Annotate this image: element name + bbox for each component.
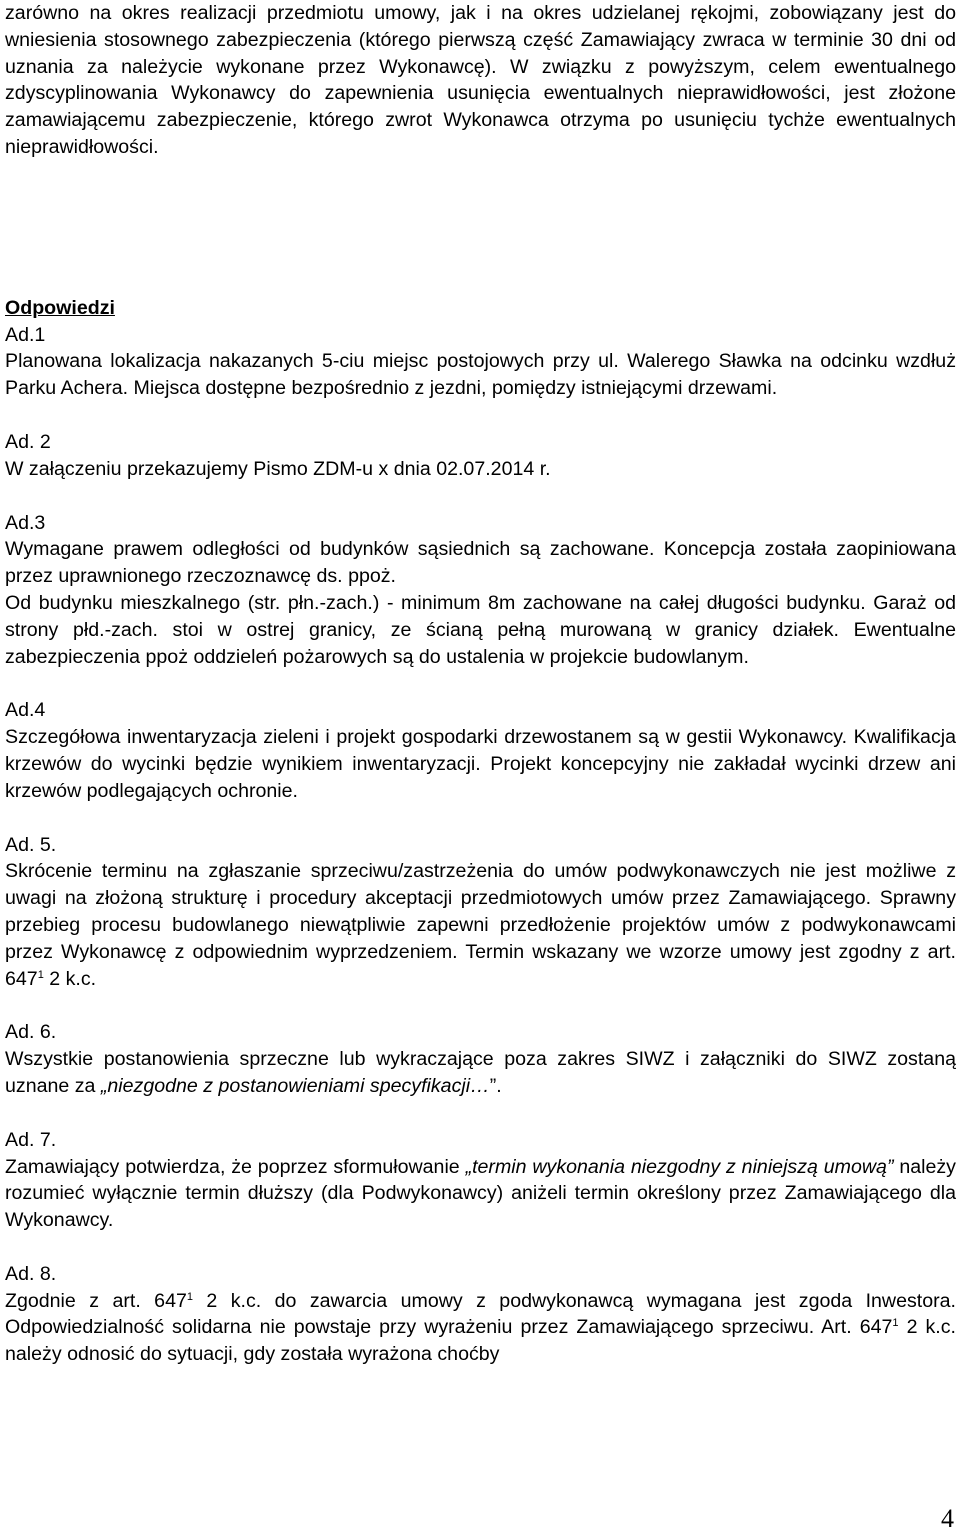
ad8-label: Ad. 8.: [5, 1262, 57, 1285]
ad8-text-2: 2 k.c. do zawarcia umowy z podwykonawcą wymagana jest zgoda Inwestora. Odpowiedzialność solidarna nie powstaje przy wyrażeniu przez Zamawiającego sprzeciwu. Art. 647: [5, 1289, 956, 1339]
ad3-label: Ad.3: [5, 511, 46, 534]
ad8-text-1: Zgodnie z art. 647: [5, 1289, 187, 1312]
answers-heading: Odpowiedzi: [5, 296, 115, 319]
ad8-superscript-1: 1: [186, 1290, 193, 1303]
ad6-paragraph: [5, 1046, 956, 1100]
ad7-paragraph: [5, 1154, 956, 1234]
ad7-text-end: należy rozumieć wyłącznie termin dłuższy (dla Podwykonawcy) aniżeli termin określony przez Zamawiającego dla Wykonawcy.: [5, 1155, 956, 1232]
ad5-superscript: 1: [37, 968, 44, 981]
ad3-paragraph-1: Wymagane prawem odległości od budynków sąsiednich są zachowane. Koncepcja została zaopiniowana przez uprawnionego rzeczoznawcę ds. ppoż.: [5, 538, 956, 588]
ad6-text-end: ”.: [489, 1074, 502, 1097]
ad4-paragraph: Szczegółowa inwentaryzacja zieleni i projekt gospodarki drzewostanem są w gestii Wykonawcy. Kwalifikacja krzewów do wycinki będzie wynikiem inwentaryzacji. Projekt koncepcyjny nie zakładał wycinki drzew ani krzewów podlegających ochronie.: [5, 726, 956, 802]
ad8-superscript-2: 1: [892, 1317, 899, 1330]
ad5-text-end: 2 k.c.: [43, 967, 97, 990]
ad7-text: Zamawiający potwierdza, że poprzez sformułowanie: [5, 1155, 466, 1178]
ad6-text: Wszystkie postanowienia sprzeczne lub wykraczające poza zakres SIWZ i załączniki do SIWZ zostaną uznane za: [5, 1048, 956, 1097]
ad7-italic-quote: „termin wykonania niezgodny z niniejszą umową”: [465, 1155, 894, 1178]
ad5-label: Ad. 5.: [5, 833, 57, 856]
intro-paragraph: zarówno na okres realizacji przedmiotu umowy, jak i na okres udzielanej rękojmi, zobowiązany jest do wniesienia stosownego zabezpieczenia (którego pierwszą część Zamawiający zwraca w terminie 30 dni od uznania za należycie wykonane przez Wykonawcę). W związku z powyższym, celem ewentualnego zdyscyplinowania Wykonawcy do zapewnienia usunięcia ewentualnych nieprawidłowości, jest złożone zamawiającemu zabezpieczenie, którego zwrot Wykonawca otrzyma po usunięciu tychże ewentualnych nieprawidłowości.: [5, 2, 956, 158]
ad5-paragraph: [5, 858, 956, 992]
ad1-label: Ad.1: [5, 323, 46, 346]
ad8-paragraph: [5, 1288, 956, 1368]
document-page: [5, 0, 956, 1368]
ad2-label: Ad. 2: [5, 430, 51, 453]
ad6-italic-quote: „niezgodne z postanowieniami specyfikacji…: [100, 1074, 490, 1097]
ad3-paragraph-2: Od budynku mieszkalnego (str. płn.-zach.) - minimum 8m zachowane na całej długości budynku. Garaż od strony płd.-zach. stoi w ostrej granicy, ze ścianą pełną murowaną w granicy działek. Ewentualne zabezpieczenia ppoż oddzieleń pożarowych są do ustalenia w projekcie budowlanym.: [5, 591, 956, 668]
ad2-paragraph: W załączeniu przekazujemy Pismo ZDM-u x dnia 02.07.2014 r.: [5, 457, 551, 480]
ad8-text-3: 2 k.c. należy odnosić do sytuacji, gdy została wyrażona choćby: [5, 1316, 956, 1366]
ad7-label: Ad. 7.: [5, 1128, 57, 1151]
ad4-label: Ad.4: [5, 699, 46, 722]
ad6-label: Ad. 6.: [5, 1021, 57, 1044]
page-number: 4: [941, 1504, 954, 1533]
ad1-paragraph: Planowana lokalizacja nakazanych 5-ciu miejsc postojowych przy ul. Walerego Sławka na odcinku wzdłuż Parku Achera. Miejsca dostępne bezpośrednio z jezdni, pomiędzy istniejącymi drzewami.: [5, 350, 956, 400]
ad5-text: Skrócenie terminu na zgłaszanie sprzeciwu/zastrzeżenia do umów podwykonawczych nie jest możliwe z uwagi na złożoną strukturę i procedury akceptacji przedmiotowych umów przez Zamawiającego. Sprawny przebieg procesu budowlanego niewątpliwie zapewni przedłożenie projektów umów z podwykonawcami przez Wykonawcę z odpowiednim wyprzedzeniem. Termin wskazany we wzorze umowy jest zgodny z art. 647: [5, 860, 956, 990]
